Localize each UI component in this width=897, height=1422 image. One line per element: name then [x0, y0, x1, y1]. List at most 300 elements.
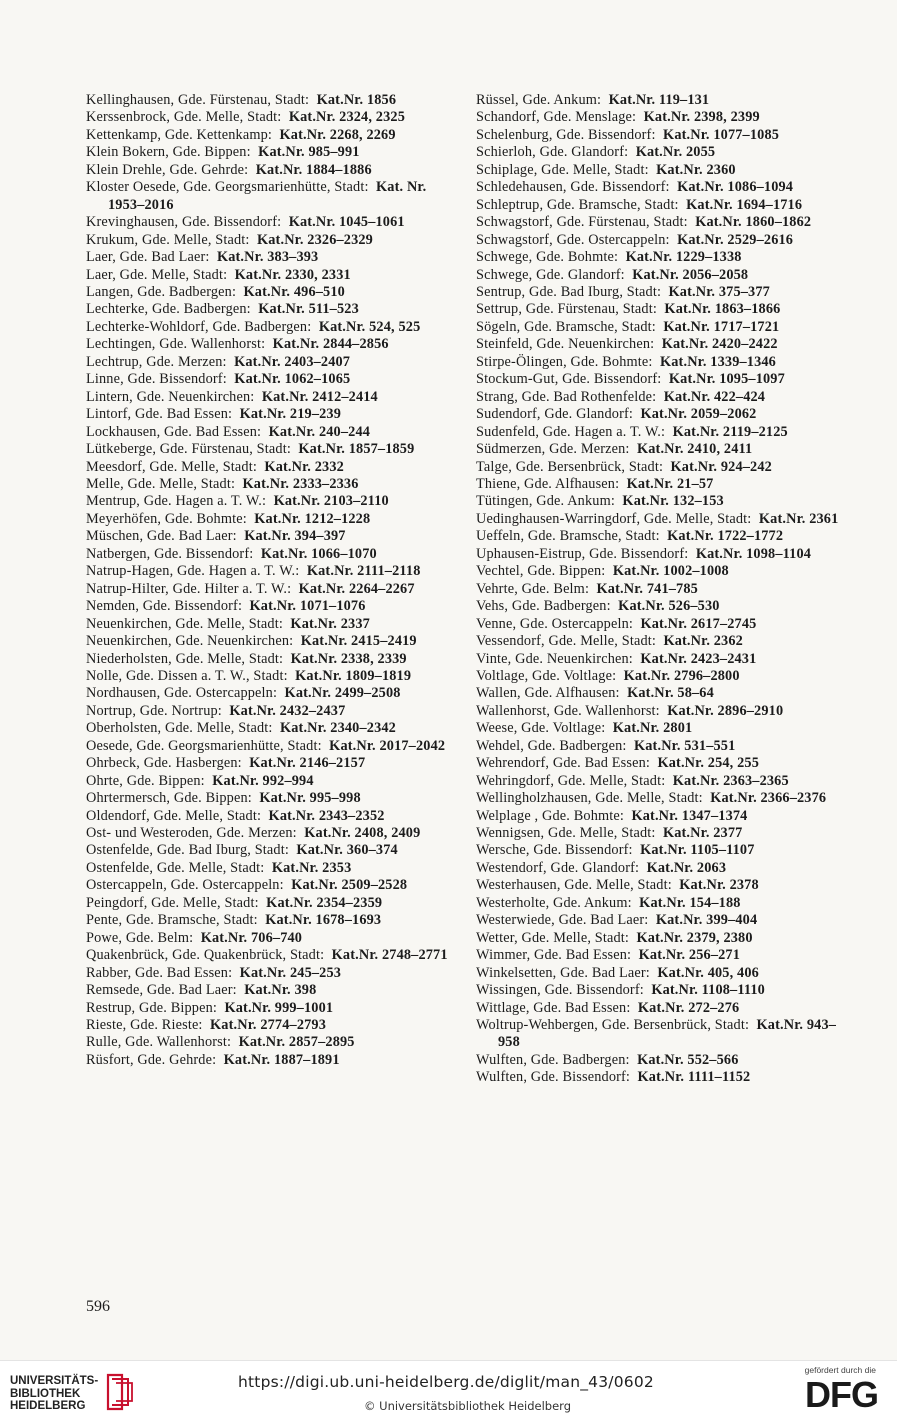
entry-place: Vehrte, Gde. Belm: [476, 580, 590, 597]
entry-place: Lechterke-Wohldorf, Gde. Badbergen: [86, 318, 312, 335]
entry-catalog-number: Kat.Nr. 995–998 [259, 790, 361, 807]
entry-catalog-number: Kat.Nr. 2748–2771 [331, 947, 448, 964]
entry-catalog-number: Kat.Nr. 394–397 [244, 528, 346, 545]
entry-place: Venne, Gde. Ostercappeln: [476, 615, 633, 632]
index-entry [476, 1069, 848, 1086]
entry-catalog-number: Kat.Nr. 1086–1094 [677, 179, 794, 196]
entry-catalog-number: Kat.Nr. 2326–2329 [256, 231, 373, 248]
entry-catalog-number: Kat.Nr. 1045–1061 [288, 214, 405, 231]
entry-catalog-number: Kat.Nr. 1884–1886 [255, 161, 372, 178]
entry-catalog-number: Kat.Nr. 2410, 2411 [636, 441, 753, 458]
entry-place: Kloster Oesede, Gde. Georgsmarienhütte, Stadt: [86, 179, 369, 196]
entry-catalog-number: Kat.Nr. 2056–2058 [632, 266, 749, 283]
entry-catalog-number: Kat.Nr. 2796–2800 [623, 667, 740, 684]
index-entry [86, 389, 451, 406]
entry-place: Schleptrup, Gde. Bramsche, Stadt: [476, 196, 679, 213]
entry-catalog-number: Kat.Nr. 2378 [679, 877, 759, 894]
entry-place: Westerwiede, Gde. Bad Laer: [476, 912, 649, 929]
entry-catalog-number: Kat.Nr. 2529–2616 [677, 231, 794, 248]
index-entry [86, 1052, 451, 1069]
index-entry [86, 633, 451, 650]
entry-place: Schwagstorf, Gde. Fürstenau, Stadt: [476, 214, 688, 231]
entry-catalog-number: Kat.Nr. 1002–1008 [612, 563, 729, 580]
entry-place: Steinfeld, Gde. Neuenkirchen: [476, 336, 655, 353]
entry-catalog-number: Kat.Nr. 2509–2528 [291, 877, 408, 894]
index-entry [476, 895, 848, 912]
entry-place: Nortrup, Gde. Nortrup: [86, 702, 222, 719]
index-entry [86, 982, 451, 999]
index-entry [86, 511, 451, 528]
entry-place: Mentrup, Gde. Hagen a. T. W.: [86, 493, 267, 510]
index-entry [476, 616, 848, 633]
entry-catalog-number: Kat.Nr. 58–64 [627, 685, 714, 702]
entry-catalog-number: Kat.Nr. 254, 255 [657, 755, 760, 772]
entry-catalog-number: Kat.Nr. 398 [244, 982, 317, 999]
index-entry [86, 895, 451, 912]
index-entry [476, 860, 848, 877]
index-entry [476, 511, 848, 528]
entry-catalog-number: Kat.Nr. 2146–2157 [249, 755, 366, 772]
entry-place: Lechtrup, Gde. Merzen: [86, 353, 227, 370]
library-logo-line: HEIDELBERG [10, 1400, 86, 1412]
index-entry [476, 267, 848, 284]
entry-place: Wehringdorf, Gde. Melle, Stadt: [476, 772, 666, 789]
index-entry [86, 301, 451, 318]
entry-place: Wellingholzhausen, Gde. Melle, Stadt: [476, 790, 703, 807]
entry-catalog-number: Kat.Nr. 1678–1693 [265, 912, 382, 929]
entry-catalog-number: Kat.Nr. 2420–2422 [661, 336, 778, 353]
entry-catalog-number: Kat.Nr. 245–253 [239, 964, 342, 981]
entry-place: Lintorf, Gde. Bad Essen: [86, 406, 233, 423]
index-entry [86, 651, 451, 668]
index-entry [86, 267, 451, 284]
entry-place: Lintern, Gde. Neuenkirchen: [86, 388, 255, 405]
entry-place: Ostenfelde, Gde. Melle, Stadt: [86, 859, 265, 876]
index-entry [476, 790, 848, 807]
entry-catalog-number: Kat.Nr. 2844–2856 [272, 336, 389, 353]
entry-catalog-number: Kat.Nr. 2055 [635, 144, 716, 161]
entry-place: Linne, Gde. Bissendorf: [86, 371, 227, 388]
entry-place: Meyerhöfen, Gde. Bohmte: [86, 510, 247, 527]
index-entry [476, 528, 848, 545]
entry-catalog-number: Kat.Nr. 21–57 [626, 475, 714, 492]
entry-place: Nemden, Gde. Bissendorf: [86, 598, 243, 615]
entry-place: Laer, Gde. Bad Laer: [86, 249, 210, 266]
index-entry [86, 965, 451, 982]
index-entry [86, 912, 451, 929]
entry-place: Weese, Gde. Voltlage: [476, 720, 606, 737]
entry-catalog-number: Kat.Nr. 2353 [271, 859, 352, 876]
index-entry [476, 389, 848, 406]
entry-catalog-number: Kat.Nr. 1229–1338 [625, 249, 742, 266]
index-entry [86, 92, 451, 109]
entry-place: Thiene, Gde. Alfhausen: [476, 475, 620, 492]
index-entry [86, 371, 451, 388]
entry-place: Quakenbrück, Gde. Quakenbrück, Stadt: [86, 947, 325, 964]
entry-place: Welplage , Gde. Bohmte: [476, 807, 625, 824]
index-entry [86, 214, 451, 231]
entry-catalog-number: Kat.Nr. 2499–2508 [284, 685, 401, 702]
index-entry [476, 982, 848, 999]
entry-place: Lütkeberge, Gde. Fürstenau, Stadt: [86, 441, 291, 458]
index-entry [476, 738, 848, 755]
entry-place: Westerholte, Gde. Ankum: [476, 894, 632, 911]
entry-place: Rieste, Gde. Rieste: [86, 1017, 203, 1034]
entry-place: Niederholsten, Gde. Melle, Stadt: [86, 650, 284, 667]
index-entry [476, 912, 848, 929]
entry-place: Remsede, Gde. Bad Laer: [86, 982, 237, 999]
entry-catalog-number: Kat.Nr. 405, 406 [657, 964, 759, 981]
entry-catalog-number: Kat.Nr. 360–374 [296, 842, 398, 859]
index-entry [476, 232, 848, 249]
entry-place: Schierloh, Gde. Glandorf: [476, 144, 629, 161]
entry-place: Wallenhorst, Gde. Wallenhorst: [476, 702, 660, 719]
index-entry [476, 476, 848, 493]
entry-catalog-number: Kat.Nr. 219–239 [239, 406, 342, 423]
entry-place: Ostercappeln, Gde. Ostercappeln: [86, 877, 284, 894]
entry-catalog-number: Kat.Nr. 1071–1076 [249, 598, 366, 615]
viewer-footer [0, 1360, 897, 1422]
entry-place: Winkelsetten, Gde. Bad Laer: [476, 964, 650, 981]
entry-catalog-number: Kat.Nr. 2119–2125 [672, 423, 788, 440]
entry-place: Oesede, Gde. Georgsmarienhütte, Stadt: [86, 737, 322, 754]
entry-catalog-number: Kat.Nr. 511–523 [258, 301, 359, 318]
index-entry [86, 476, 451, 493]
entry-place: Voltlage, Gde. Voltlage: [476, 667, 617, 684]
entry-place: Peingdorf, Gde. Melle, Stadt: [86, 894, 259, 911]
index-entry [476, 284, 848, 301]
entry-place: Ohrte, Gde. Bippen: [86, 772, 205, 789]
index-entry [476, 441, 848, 458]
entry-place: Neuenkirchen, Gde. Melle, Stadt: [86, 615, 283, 632]
entry-catalog-number: Kat.Nr. 2398, 2399 [643, 109, 760, 126]
entry-place: Talge, Gde. Bersenbrück, Stadt: [476, 458, 664, 475]
entry-catalog-number: Kat.Nr. 1694–1716 [686, 196, 803, 213]
dfg-funding-block[interactable] [790, 1365, 890, 1417]
index-entry [476, 773, 848, 790]
entry-catalog-number: Kat.Nr. 2415–2419 [300, 633, 417, 650]
entry-catalog-number: Kat.Nr. 2403–2407 [234, 353, 351, 370]
entry-place: Uphausen-Eistrup, Gde. Bissendorf: [476, 545, 689, 562]
entry-place: Oberholsten, Gde. Melle, Stadt: [86, 720, 273, 737]
entry-catalog-number: Kat.Nr. 1062–1065 [234, 371, 351, 388]
entry-catalog-number: Kat.Nr. 2340–2342 [279, 720, 396, 737]
entry-catalog-number: Kat.Nr. 1717–1721 [663, 318, 780, 335]
index-entry [86, 127, 451, 144]
entry-place: Rüssel, Gde. Ankum: [476, 92, 602, 108]
entry-place: Melle, Gde. Melle, Stadt: [86, 475, 236, 492]
index-entry [476, 1000, 848, 1017]
entry-catalog-number: Kat.Nr. 2337 [290, 615, 370, 632]
index-entry [86, 284, 451, 301]
entry-catalog-number: Kat.Nr. 2333–2336 [242, 475, 359, 492]
entry-catalog-number: Kat.Nr. 2332 [264, 458, 344, 475]
copyright-notice: © Universitätsbibliothek Heidelberg [364, 1399, 572, 1413]
index-entry [476, 92, 848, 109]
index-entry [86, 860, 451, 877]
entry-place: Stockum-Gut, Gde. Bissendorf: [476, 371, 662, 388]
index-entry [476, 755, 848, 772]
entry-place: Langen, Gde. Badbergen: [86, 283, 237, 300]
entry-catalog-number: Kat.Nr. 272–276 [637, 999, 740, 1016]
entry-catalog-number: Kat.Nr. 1863–1866 [664, 301, 781, 318]
entry-place: Nordhausen, Gde. Ostercappeln: [86, 685, 278, 702]
index-entry [86, 1034, 451, 1051]
entry-catalog-number: Kat.Nr. 256–271 [638, 947, 741, 964]
index-entry [476, 598, 848, 615]
entry-catalog-number: Kat.Nr. 992–994 [212, 772, 314, 789]
entry-catalog-number: Kat.Nr. 1339–1346 [659, 353, 776, 370]
entry-place: Westerhausen, Gde. Melle, Stadt: [476, 877, 672, 894]
entry-catalog-number: Kat.Nr. 943–958 [498, 1017, 837, 1051]
entry-place: Wulften, Gde. Bissendorf: [476, 1069, 631, 1086]
entry-catalog-number: Kat.Nr. 2423–2431 [640, 650, 757, 667]
entry-place: Müschen, Gde. Bad Laer: [86, 528, 237, 545]
entry-place: Kerssenbrock, Gde. Melle, Stadt: [86, 109, 282, 126]
entry-catalog-number: Kat.Nr. 1809–1819 [295, 667, 412, 684]
entry-place: Wittlage, Gde. Bad Essen: [476, 999, 631, 1016]
entry-place: Wulften, Gde. Badbergen: [476, 1051, 630, 1068]
entry-catalog-number: Kat.Nr. 2363–2365 [672, 772, 789, 789]
index-entry [476, 825, 848, 842]
index-entry [86, 668, 451, 685]
entry-catalog-number: Kat.Nr. 2111–2118 [306, 563, 421, 580]
entry-catalog-number: Kat.Nr. 2379, 2380 [636, 929, 753, 946]
entry-place: Meesdorf, Gde. Melle, Stadt: [86, 458, 257, 475]
index-entry [86, 1017, 451, 1034]
index-entry [476, 651, 848, 668]
entry-catalog-number: Kat.Nr. 526–530 [618, 598, 720, 615]
entry-place: Wimmer, Gde. Bad Essen: [476, 947, 632, 964]
entry-catalog-number: Kat.Nr. 1095–1097 [668, 371, 785, 388]
index-entry [86, 1000, 451, 1017]
index-entry [86, 424, 451, 441]
entry-catalog-number: Kat.Nr. 2896–2910 [667, 702, 784, 719]
entry-catalog-number: Kat.Nr. 1347–1374 [631, 807, 748, 824]
entry-catalog-number: Kat.Nr. 240–244 [268, 423, 371, 440]
entry-catalog-number: Kat.Nr. 1887–1891 [223, 1051, 340, 1068]
index-entry [86, 459, 451, 476]
index-entry [86, 825, 451, 842]
index-entry [86, 249, 451, 266]
entry-catalog-number: Kat.Nr. 132–153 [622, 493, 724, 510]
entry-catalog-number: Kat.Nr. 1860–1862 [695, 214, 812, 231]
entry-catalog-number: Kat.Nr. 2432–2437 [229, 702, 346, 719]
index-entry [476, 354, 848, 371]
page-number: 596 [86, 1298, 110, 1315]
entry-place: Powe, Gde. Belm: [86, 929, 194, 946]
entry-place: Lockhausen, Gde. Bad Essen: [86, 423, 262, 440]
entry-catalog-number: Kat.Nr. 1066–1070 [260, 545, 377, 562]
index-entry [476, 720, 848, 737]
index-entry [476, 214, 848, 231]
index-entry [476, 703, 848, 720]
entry-catalog-number: Kat.Nr. 1105–1107 [640, 842, 755, 859]
entry-place: Wennigsen, Gde. Melle, Stadt: [476, 825, 656, 842]
entry-place: Vessendorf, Gde. Melle, Stadt: [476, 633, 656, 650]
entry-catalog-number: Kat.Nr. 1111–1152 [637, 1069, 751, 1086]
index-entry [86, 336, 451, 353]
index-entry [476, 144, 848, 161]
dfg-logo: DFG [805, 1374, 878, 1415]
entry-catalog-number: Kat.Nr. 1857–1859 [298, 441, 415, 458]
index-entry [86, 877, 451, 894]
index-entry [476, 808, 848, 825]
index-entry [476, 947, 848, 964]
index-entry [86, 720, 451, 737]
entry-catalog-number: Kat.Nr. 2338, 2339 [290, 650, 407, 667]
entry-place: Natrup-Hilter, Gde. Hilter a. T. W.: [86, 580, 292, 597]
index-entry [86, 162, 451, 179]
index-entry [476, 685, 848, 702]
index-entry [86, 354, 451, 371]
entry-catalog-number: Kat.Nr. 422–424 [663, 388, 766, 405]
entry-place: Settrup, Gde. Fürstenau, Stadt: [476, 301, 657, 318]
entry-catalog-number: Kat.Nr. 2857–2895 [238, 1034, 355, 1051]
entry-catalog-number: Kat.Nr. 524, 525 [318, 318, 421, 335]
entry-catalog-number: Kat.Nr. 119–131 [608, 92, 710, 108]
entry-place: Kettenkamp, Gde. Kettenkamp: [86, 126, 273, 143]
index-entry [476, 1052, 848, 1069]
library-logo[interactable] [10, 1369, 140, 1413]
entry-place: Wetter, Gde. Melle, Stadt: [476, 929, 630, 946]
entry-place: Uedinghausen-Warringdorf, Gde. Melle, Stadt: [476, 510, 752, 527]
index-entry [86, 319, 451, 336]
entry-place: Laer, Gde. Melle, Stadt: [86, 266, 228, 283]
index-entry [476, 406, 848, 423]
index-entry [476, 197, 848, 214]
index-entry [476, 930, 848, 947]
entry-catalog-number: Kat.Nr. 1077–1085 [663, 126, 780, 143]
index-entry [476, 842, 848, 859]
entry-catalog-number: Kat.Nr. 2354–2359 [266, 894, 383, 911]
entry-place: Schwege, Gde. Glandorf: [476, 266, 625, 283]
entry-catalog-number: Kat.Nr. 2617–2745 [640, 615, 757, 632]
index-entry [476, 424, 848, 441]
library-logo-line: UNIVERSITÄTS- [10, 1375, 99, 1387]
funding-note: gefördert durch die [804, 1365, 876, 1375]
entry-place: Tütingen, Gde. Ankum: [476, 493, 615, 510]
entry-place: Schwege, Gde. Bohmte: [476, 249, 619, 266]
index-entry [86, 755, 451, 772]
entry-place: Natrup-Hagen, Gde. Hagen a. T. W.: [86, 563, 300, 580]
entry-place: Restrup, Gde. Bippen: [86, 999, 218, 1016]
index-entry [86, 546, 451, 563]
entry-catalog-number: Kat.Nr. 1212–1228 [254, 510, 371, 527]
index-entry [86, 528, 451, 545]
index-entry [86, 947, 451, 964]
entry-catalog-number: Kat.Nr. 1098–1104 [695, 545, 812, 562]
index-entry [476, 301, 848, 318]
entry-place: Ohrbeck, Gde. Hasbergen: [86, 755, 242, 772]
entry-place: Schelenburg, Gde. Bissendorf: [476, 126, 656, 143]
entry-catalog-number: Kat.Nr. 2268, 2269 [279, 126, 396, 143]
entry-place: Wehdel, Gde. Badbergen: [476, 737, 627, 754]
entry-place: Sögeln, Gde. Bramsche, Stadt: [476, 318, 656, 335]
entry-catalog-number: Kat.Nr. 1108–1110 [651, 982, 765, 999]
index-entry [476, 493, 848, 510]
index-entry [476, 459, 848, 476]
entry-place: Sentrup, Gde. Bad Iburg, Stadt: [476, 283, 662, 300]
entry-catalog-number: Kat.Nr. 531–551 [633, 737, 736, 754]
index-entry [476, 546, 848, 563]
entry-place: Lechterke, Gde. Badbergen: [86, 301, 251, 318]
index-column-left [86, 92, 451, 1069]
entry-catalog-number: Kat.Nr. 2408, 2409 [304, 825, 421, 842]
entry-catalog-number: Kat.Nr. 2330, 2331 [234, 266, 351, 283]
entry-place: Ohrtermersch, Gde. Bippen: [86, 790, 252, 807]
entry-place: Stirpe-Ölingen, Gde. Bohmte: [476, 353, 653, 370]
entry-catalog-number: Kat.Nr. 383–393 [216, 249, 319, 266]
entry-catalog-number: Kat.Nr. 924–242 [670, 458, 772, 475]
entry-place: Schandorf, Gde. Menslage: [476, 109, 637, 126]
entry-place: Südmerzen, Gde. Merzen: [476, 441, 630, 458]
entry-catalog-number: Kat.Nr. 1722–1772 [667, 528, 784, 545]
entry-catalog-number: Kat.Nr. 552–566 [637, 1051, 739, 1068]
entry-place: Wehrendorf, Gde. Bad Essen: [476, 755, 651, 772]
entry-place: Schiplage, Gde. Melle, Stadt: [476, 161, 649, 178]
index-entry [86, 930, 451, 947]
entry-catalog-number: Kat.Nr. 706–740 [200, 929, 303, 946]
entry-catalog-number: Kat.Nr. 1856 [316, 92, 397, 108]
index-entry [476, 1017, 848, 1052]
entry-catalog-number: Kat.Nr. 2063 [646, 859, 727, 876]
library-logo-text [10, 1375, 98, 1413]
index-entry [86, 790, 451, 807]
entry-place: Rüsfort, Gde. Gehrde: [86, 1051, 217, 1068]
entry-place: Strang, Gde. Bad Rothenfelde: [476, 388, 657, 405]
entry-place: Ueffeln, Gde. Bramsche, Stadt: [476, 528, 660, 545]
page-url-link[interactable]: https://digi.ub.uni-heidelberg.de/diglit/man_43/0602 [238, 1373, 654, 1391]
entry-catalog-number: Kat.Nr. 2343–2352 [268, 807, 385, 824]
entry-catalog-number: Kat.Nr. 2801 [612, 720, 693, 737]
entry-catalog-number: Kat.Nr. 2264–2267 [298, 580, 415, 597]
entry-place: Pente, Gde. Bramsche, Stadt: [86, 912, 258, 929]
entry-place: Kellinghausen, Gde. Fürstenau, Stadt: [86, 92, 310, 108]
entry-place: Nolle, Gde. Dissen a. T. W., Stadt: [86, 667, 288, 684]
entry-place: Rulle, Gde. Wallenhorst: [86, 1034, 232, 1051]
index-entry [476, 877, 848, 894]
index-entry [86, 842, 451, 859]
entry-catalog-number: Kat.Nr. 154–188 [639, 894, 741, 911]
entry-catalog-number: Kat. Nr. 1953–2016 [108, 179, 427, 213]
entry-catalog-number: Kat.Nr. 2103–2110 [273, 493, 389, 510]
index-entry [86, 406, 451, 423]
entry-place: Klein Drehle, Gde. Gehrde: [86, 161, 249, 178]
entry-catalog-number: Kat.Nr. 999–1001 [224, 999, 334, 1016]
library-emblem-icon [102, 1371, 136, 1413]
entry-place: Rabber, Gde. Bad Essen: [86, 964, 233, 981]
entry-place: Krukum, Gde. Melle, Stadt: [86, 231, 250, 248]
entry-place: Wissingen, Gde. Bissendorf: [476, 982, 644, 999]
index-entry [86, 179, 451, 214]
entry-place: Vechtel, Gde. Bippen: [476, 563, 606, 580]
entry-catalog-number: Kat.Nr. 2324, 2325 [288, 109, 405, 126]
index-entry [476, 581, 848, 598]
entry-place: Krevinghausen, Gde. Bissendorf: [86, 214, 282, 231]
entry-place: Woltrup-Wehbergen, Gde. Bersenbrück, Stadt: [476, 1017, 750, 1034]
entry-catalog-number: Kat.Nr. 2059–2062 [640, 406, 757, 423]
index-entry [86, 493, 451, 510]
index-entry [86, 703, 451, 720]
entry-catalog-number: Kat.Nr. 2362 [663, 633, 743, 650]
entry-catalog-number: Kat.Nr. 496–510 [243, 283, 345, 300]
index-entry [476, 371, 848, 388]
index-entry [476, 563, 848, 580]
index-entry [86, 441, 451, 458]
entry-catalog-number: Kat.Nr. 2412–2414 [261, 388, 378, 405]
entry-catalog-number: Kat.Nr. 375–377 [668, 283, 770, 300]
